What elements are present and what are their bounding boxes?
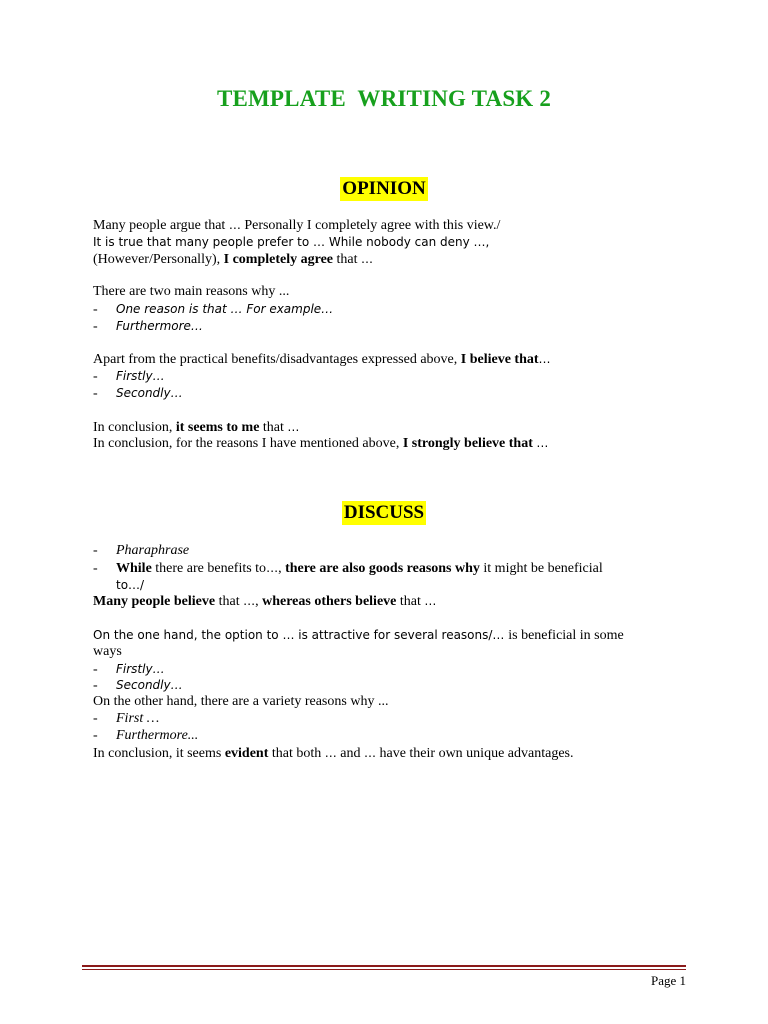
text-run: I strongly believe that bbox=[402, 436, 533, 452]
text-run: … bbox=[538, 352, 551, 367]
footer-rule bbox=[82, 965, 686, 967]
text-run: Furthermore... bbox=[116, 727, 199, 743]
list-item: - Secondly… bbox=[93, 385, 183, 401]
text-run: that bbox=[396, 594, 425, 610]
text-run: … bbox=[424, 594, 437, 609]
text-run: there are benefits to bbox=[151, 560, 267, 576]
paragraph-line bbox=[93, 593, 683, 610]
text-run: (However/Personally), bbox=[93, 251, 224, 267]
text-run: Personally I completely agree with this view./ bbox=[240, 218, 501, 233]
text-run: … bbox=[361, 251, 374, 266]
text-run: While bbox=[116, 560, 152, 576]
paragraph-line bbox=[93, 435, 683, 452]
list-item: - Furthermore… bbox=[93, 318, 203, 334]
text-run: that both bbox=[268, 745, 325, 761]
paragraph-line bbox=[93, 419, 683, 436]
text-run: … bbox=[243, 594, 256, 609]
text-run: and bbox=[336, 745, 364, 761]
paragraph-line bbox=[93, 627, 683, 644]
text-run: Firstly… bbox=[116, 369, 165, 384]
text-run: … bbox=[536, 436, 549, 451]
opinion-heading-text: OPINION bbox=[342, 178, 426, 199]
text-run: … bbox=[363, 745, 376, 760]
text-run: evident bbox=[224, 745, 269, 761]
text-run: … bbox=[266, 560, 279, 575]
list-item: - Secondly… bbox=[93, 678, 183, 694]
opinion-section bbox=[93, 217, 683, 452]
text-run: Apart from the practical benefits/disadvantages expressed above, bbox=[93, 352, 461, 368]
paragraph-line bbox=[93, 644, 683, 661]
text-run: On the other hand, there are a variety reasons why ... bbox=[93, 694, 389, 710]
text-run: whereas others believe bbox=[262, 594, 397, 610]
text-run: Firstly… bbox=[116, 661, 165, 676]
text-run: it might be beneficial bbox=[479, 560, 603, 576]
list-item: - Pharaphrase bbox=[93, 543, 190, 558]
text-run: … bbox=[228, 218, 241, 232]
list-item: - Firstly… bbox=[93, 369, 165, 385]
text-run: that bbox=[259, 419, 288, 435]
text-run: Many people argue that bbox=[93, 218, 229, 233]
text-run: have their own unique advantages. bbox=[375, 745, 574, 761]
text-run: In conclusion, bbox=[93, 419, 176, 435]
text-run: In conclusion, for the reasons I have mentioned above, bbox=[93, 436, 403, 452]
text-run: it seems to me bbox=[175, 419, 260, 435]
page-number: Page 1 bbox=[650, 973, 686, 988]
paragraph-line bbox=[93, 351, 683, 368]
text-run: Furthermore… bbox=[116, 318, 203, 333]
discuss-section bbox=[93, 543, 683, 761]
text-run: Secondly… bbox=[116, 678, 183, 693]
paragraph-line bbox=[93, 251, 683, 268]
text-run: that bbox=[333, 251, 362, 267]
text-run: , bbox=[278, 560, 286, 576]
text-run: I believe that bbox=[460, 352, 539, 368]
list-item: - While there are benefits to…, there are also goods reasons why it might be beneficial bbox=[93, 560, 603, 576]
text-run: There are two main reasons why ... bbox=[93, 284, 290, 300]
footer-rule bbox=[82, 969, 686, 970]
list-item: - One reason is that … For example… bbox=[93, 301, 334, 317]
paragraph-line bbox=[93, 694, 683, 711]
discuss-heading-text: DISCUSS bbox=[343, 502, 425, 523]
list-item-continuation bbox=[93, 577, 683, 594]
text-run: On the one hand, the option to … is attractive for several reasons/… bbox=[93, 627, 509, 642]
list-item: - First … bbox=[93, 710, 160, 726]
paragraph-line bbox=[93, 217, 683, 234]
text-run: I completely agree bbox=[223, 251, 334, 267]
text-run: … bbox=[287, 419, 300, 434]
text-run: Pharaphrase bbox=[116, 543, 190, 558]
paragraph-line bbox=[93, 234, 683, 251]
text-run: First … bbox=[116, 710, 160, 726]
text-run: to…/ bbox=[116, 577, 145, 592]
text-run: is beneficial in some bbox=[508, 627, 624, 643]
paragraph-line bbox=[93, 745, 683, 762]
discuss-heading bbox=[0, 501, 768, 525]
text-run: Secondly… bbox=[116, 385, 183, 400]
text-run: there are also goods reasons why bbox=[285, 560, 480, 576]
text-run: that bbox=[215, 594, 244, 610]
list-item: - Furthermore... bbox=[93, 727, 199, 743]
text-run: , bbox=[255, 594, 263, 610]
list-item: - Firstly… bbox=[93, 661, 165, 677]
paragraph-line bbox=[93, 284, 683, 301]
text-run: … bbox=[324, 745, 337, 760]
opinion-heading bbox=[0, 177, 768, 201]
page-title: TEMPLATE WRITING TASK 2 bbox=[216, 86, 552, 111]
text-run: It is true that many people prefer to … While nobody can deny …, bbox=[93, 234, 490, 249]
text-run: ways bbox=[93, 643, 122, 659]
text-run: In conclusion, it seems bbox=[93, 745, 225, 761]
text-run: Many people believe bbox=[93, 594, 216, 610]
text-run: One reason is that … For example… bbox=[116, 301, 334, 316]
